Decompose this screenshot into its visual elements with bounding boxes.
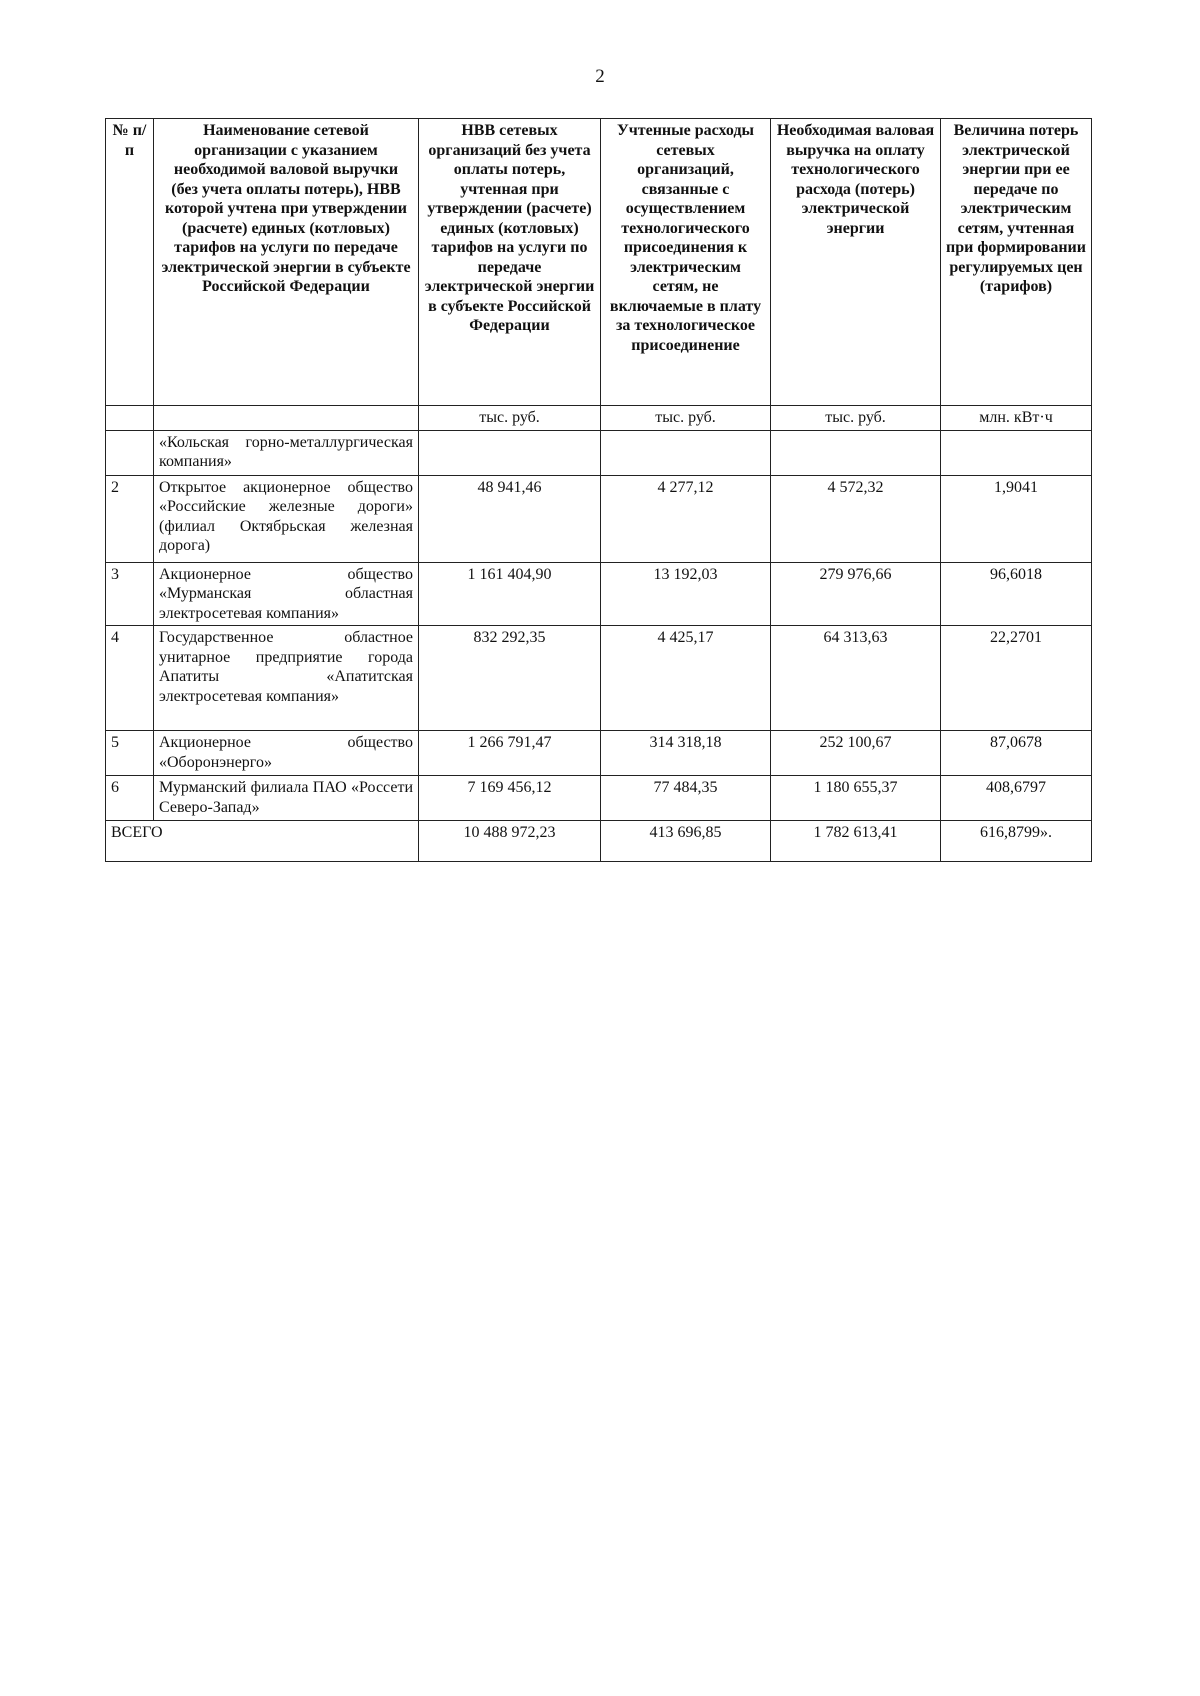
- unit-empty: [106, 406, 154, 431]
- row-num: 4: [106, 626, 154, 731]
- total-required: 1 782 613,41: [771, 821, 941, 862]
- total-losses: 616,8799».: [941, 821, 1092, 862]
- row-expenses: 314 318,18: [601, 731, 771, 776]
- total-label: ВСЕГО: [106, 821, 419, 862]
- row-org: Государственное областное унитарное предприятие города Апатиты «Апатитская электросетевая компания»: [154, 626, 419, 731]
- row-losses: [941, 430, 1092, 475]
- page-number: 2: [595, 66, 605, 87]
- row-nvv: [419, 430, 601, 475]
- row-nvv: 7 169 456,12: [419, 776, 601, 821]
- header-nvv: НВВ сетевых организаций без учета оплаты потерь, учтенная при утверждении (расчете) единых (котловых) тарифов на услуги по передаче электрической энергии в субъекте Российской Федерации: [419, 119, 601, 406]
- table-row: [106, 776, 1092, 821]
- row-losses: 96,6018: [941, 562, 1092, 626]
- header-num: № п/п: [106, 119, 154, 406]
- row-expenses: 13 192,03: [601, 562, 771, 626]
- row-required: 1 180 655,37: [771, 776, 941, 821]
- row-num: 5: [106, 731, 154, 776]
- header-required: Необходимая валовая выручка на оплату технологического расхода (потерь) электрической энергии: [771, 119, 941, 406]
- table-row: [106, 626, 1092, 731]
- row-expenses: 4 277,12: [601, 475, 771, 562]
- row-nvv: 48 941,46: [419, 475, 601, 562]
- table-row: [106, 731, 1092, 776]
- table-header-row: [106, 119, 1092, 406]
- row-expenses: 4 425,17: [601, 626, 771, 731]
- row-required: 4 572,32: [771, 475, 941, 562]
- row-num: 6: [106, 776, 154, 821]
- row-required: [771, 430, 941, 475]
- row-num: 3: [106, 562, 154, 626]
- row-losses: 22,2701: [941, 626, 1092, 731]
- header-expenses: Учтенные расходы сетевых организаций, связанные с осуществлением технологического присоединения к электрическим сетям, не включаемые в плату за технологическое присоединение: [601, 119, 771, 406]
- total-nvv: 10 488 972,23: [419, 821, 601, 862]
- row-required: 64 313,63: [771, 626, 941, 731]
- row-losses: 408,6797: [941, 776, 1092, 821]
- row-num: [106, 430, 154, 475]
- unit-expenses: тыс. руб.: [601, 406, 771, 431]
- total-row: [106, 821, 1092, 862]
- row-org: Акционерное общество «Мурманская областная электросетевая компания»: [154, 562, 419, 626]
- table-row: [106, 475, 1092, 562]
- row-losses: 1,9041: [941, 475, 1092, 562]
- row-org: Мурманский филиала ПАО «Россети Северо-Запад»: [154, 776, 419, 821]
- row-nvv: 832 292,35: [419, 626, 601, 731]
- row-nvv: 1 266 791,47: [419, 731, 601, 776]
- row-expenses: [601, 430, 771, 475]
- table-row: [106, 430, 1092, 475]
- row-expenses: 77 484,35: [601, 776, 771, 821]
- unit-nvv: тыс. руб.: [419, 406, 601, 431]
- unit-required: тыс. руб.: [771, 406, 941, 431]
- row-losses: 87,0678: [941, 731, 1092, 776]
- row-num: 2: [106, 475, 154, 562]
- unit-losses: млн. кВт·ч: [941, 406, 1092, 431]
- units-row: [106, 406, 1092, 431]
- unit-empty: [154, 406, 419, 431]
- row-nvv: 1 161 404,90: [419, 562, 601, 626]
- row-org: Акционерное общество «Оборонэнерго»: [154, 731, 419, 776]
- row-required: 252 100,67: [771, 731, 941, 776]
- row-required: 279 976,66: [771, 562, 941, 626]
- total-expenses: 413 696,85: [601, 821, 771, 862]
- row-org: «Кольская горно-металлургическая компания»: [154, 430, 419, 475]
- header-org: Наименование сетевой организации с указанием необходимой валовой выручки (без учета оплаты потерь), НВВ которой учтена при утверждении (расчете) единых (котловых) тарифов на услуги по передаче электрической энергии в субъекте Российской Федерации: [154, 119, 419, 406]
- table-row: [106, 562, 1092, 626]
- header-losses: Величина потерь электрической энергии при ее передаче по электрическим сетям, учтенная при формировании регулируемых цен (тарифов): [941, 119, 1092, 406]
- row-org: Открытое акционерное общество «Российские железные дороги» (филиал Октябрьская железная дорога): [154, 475, 419, 562]
- tariff-table: [105, 118, 1092, 862]
